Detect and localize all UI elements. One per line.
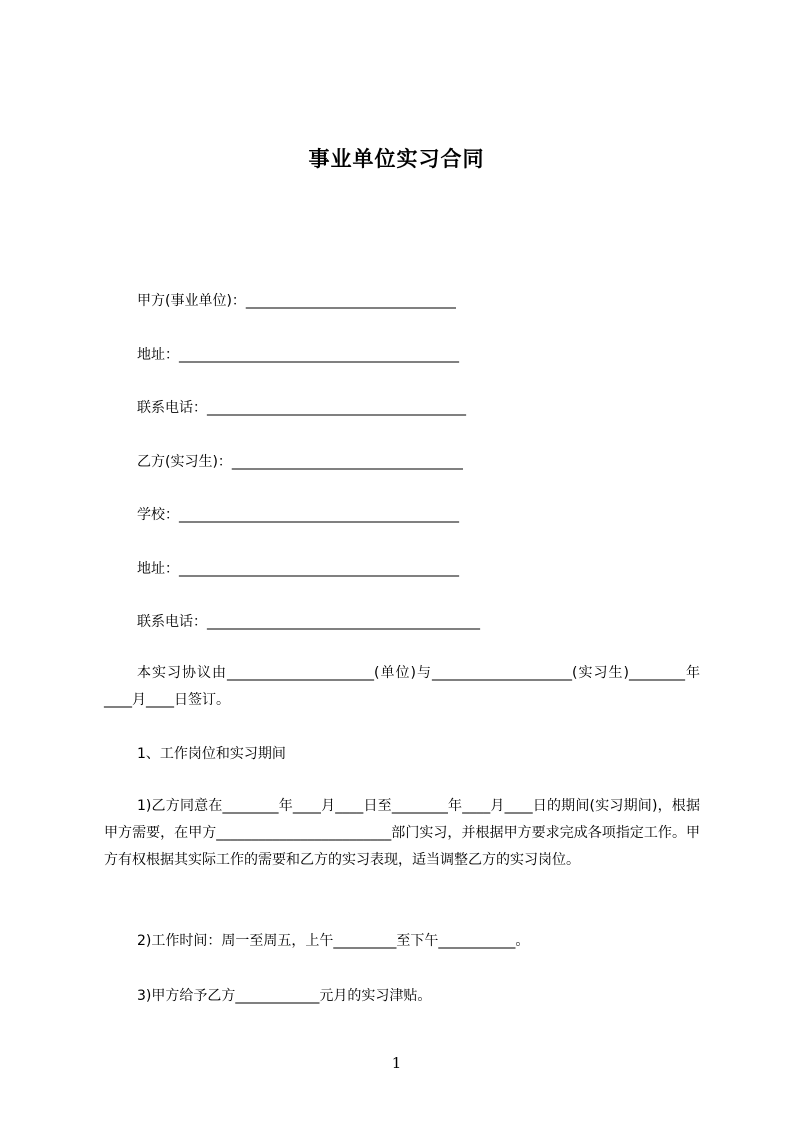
address-a-field: 地址：________________________________________ xyxy=(137,347,459,363)
party-a-field: 甲方(事业单位)：______________________________ xyxy=(137,293,456,309)
clause-3: 3)甲方给予乙方____________元月的实习津贴。 xyxy=(137,988,432,1004)
section-1-heading: 1、工作岗位和实习期间 xyxy=(137,746,286,762)
phone-b-field: 联系电话：_______________________________________ xyxy=(137,614,480,630)
agreement-intro: 本实习协议由_____________________(单位)与____________________(实习生)________年____月____日签订。 xyxy=(104,665,700,708)
document-title: 事业单位实习合同 xyxy=(308,147,485,171)
clause-2: 2)工作时间：周一至周五，上午_________至下午___________。 xyxy=(137,933,530,949)
party-b-field: 乙方(实习生)：_________________________________ xyxy=(137,454,463,470)
phone-a-field: 联系电话：_____________________________________ xyxy=(137,400,466,416)
clause-1: 1)乙方同意在________年____月____日至________年____月____日的期间(实习期间)，根据甲方需要，在甲方_________________________部门实习，并根据甲方要求完成各项指定工作。甲方有权根据其实际工作的需要和乙方的实习表现，适当调整乙方的实习岗位。 xyxy=(104,798,700,868)
school-field: 学校：________________________________________ xyxy=(137,507,459,523)
address-b-field: 地址：________________________________________ xyxy=(137,561,459,577)
page-number: 1 xyxy=(391,1054,402,1072)
